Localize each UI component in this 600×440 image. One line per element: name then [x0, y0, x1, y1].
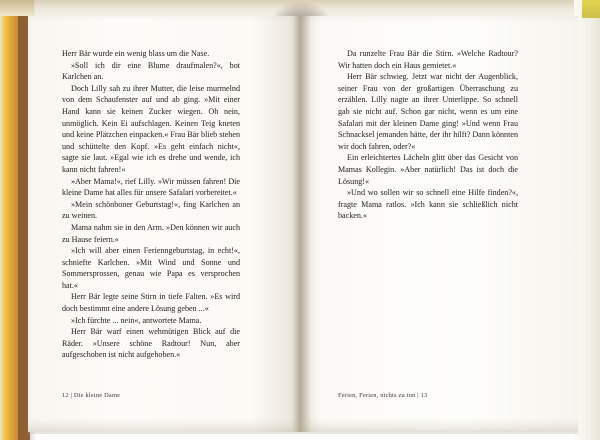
paragraph: »Mein schönboner Geburtstag!«, fing Karlchen an zu weinen.	[62, 199, 240, 221]
book-cover-left-top	[0, 0, 34, 16]
page-bottom-shadow	[28, 418, 578, 434]
left-page-text-column	[62, 48, 240, 361]
paragraph: »Ich fürchte ... nein«, antwortete Mama.	[71, 315, 202, 325]
right-page-text-column	[338, 48, 518, 222]
paragraph: »Soll ich dir eine Blume draufmalen?«, bot Karlchen an.	[62, 60, 240, 82]
paragraph: Mama nahm sie in den Arm. »Den können wir auch zu Hause feiern.«	[62, 222, 240, 244]
paragraph: Doch Lilly sah zu ihrer Mutter, die leise murmelnd von dem Schaufenster auf und ab ging. »Mit einer Hand kann sie keinen Zucker wiegen. Oh nein, unmöglich. Kein Ei aufschlagen. Keinen Teig kneten und keine Plätzchen einpacken.« Frau Bär blieb stehen und schüttelte den Kopf. »Es geht einfach nicht«, sagte sie laut. »Egal wie ich es drehe und wende, ich kann nicht fahren!«	[62, 83, 240, 174]
paragraph: Herr Bär wurde ein wenig blass um die Nase.	[62, 49, 210, 58]
paragraph: Herr Bär schwieg. Jetzt war nicht der Augenblick, seiner Frau von der großartigen Überraschung zu erzählen. Lilly nagte an ihrer Unterlippe. So schnell gab sie nicht auf. Schon gar nicht, wenn es um eine Safalari mit der kleinen Dame ging! »Und wenn Frau Schnacksel jemanden hätte, der ihr hilft? Dann könnten wir doch fahren, oder?«	[338, 72, 518, 151]
paragraph: »Ich will aber einen Ferienngeburtstag, in echt!«, schniefte Karlchen. »Mit Wind und Sonne und Sommersprossen, genau wie Papa es versprochen hat.«	[62, 246, 240, 290]
paragraph: »Aber Mama!«, rief Lilly. »Wir müssen fahren! Die kleine Dame hat alles für unsere Safalari vorbereitet.«	[62, 176, 240, 198]
page-number-left: 12 | Die kleine Dame	[62, 392, 121, 399]
paragraph: Herr Bär warf einen wehmütigen Blick auf die Räder. »Unsere schöne Radtour! Nun, aber aufgeschoben ist nicht aufgehoben.«	[62, 327, 240, 360]
paragraph: Ein erleichtertes Lächeln glitt über das Gesicht von Mamas Kollegin. »Aber natürlich! Das ist doch die Lösung!«	[338, 153, 518, 186]
book-cover-right-band	[582, 0, 600, 18]
paragraph: Herr Bär legte seine Stirn in tiefe Falten. »Es wird doch bestimmt eine andere Lösung geben ...«	[62, 292, 240, 314]
paragraph: Da runzelte Frau Bär die Stirn. »Welche Radtour? Wir hatten doch ein Haus gemietet.«	[338, 49, 518, 70]
paragraph: »Und wo sollen wir so schnell eine Hilfe finden?«, fragte Mama ratlos. »Ich kann sie schließlich nicht backen.«	[338, 188, 518, 221]
page-number-right: Ferien, Ferien, nichts zu tun | 13	[338, 392, 428, 399]
